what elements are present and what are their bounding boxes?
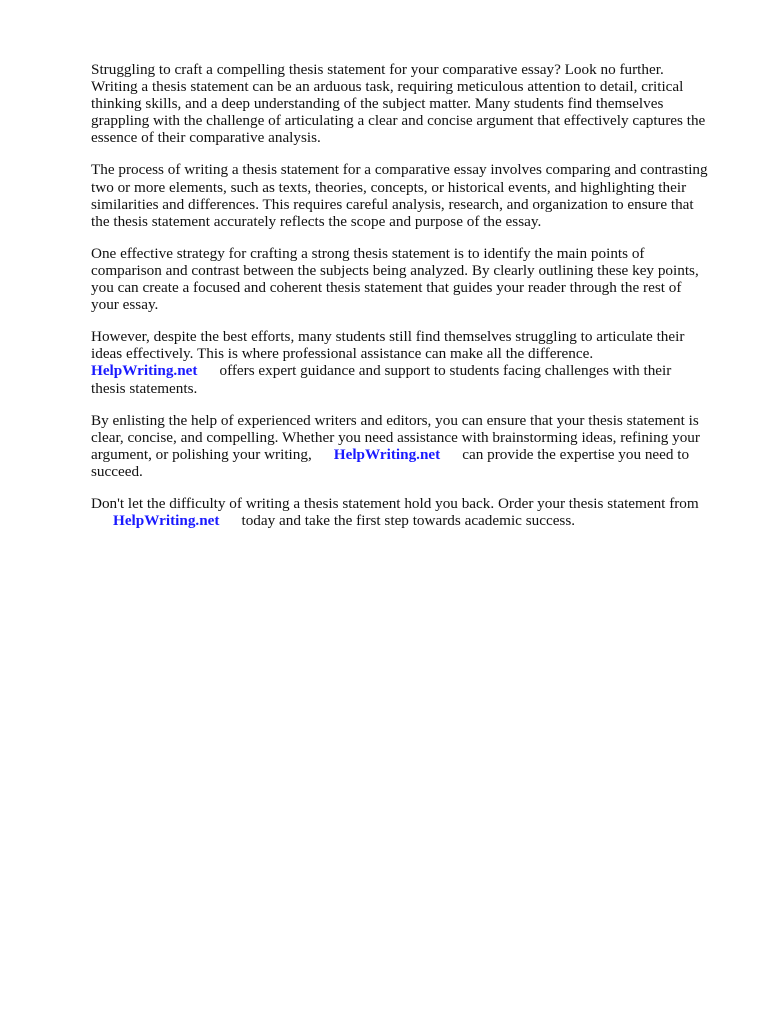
- text-line: grappling with the challenge of articulating a clear and concise argument that effectively captures the: [91, 112, 706, 130]
- paragraph-enlisting: [91, 412, 721, 480]
- text-line: ideas effectively. This is where professional assistance can make all the difference.: [91, 345, 594, 363]
- text-line-with-link: [91, 512, 721, 529]
- text-line: Struggling to craft a compelling thesis statement for your comparative essay? Look no further.: [91, 61, 664, 78]
- text-line: the thesis statement accurately reflects the scope and purpose of the essay.: [91, 212, 542, 230]
- text-fragment: can provide the expertise you need to: [462, 445, 690, 463]
- helpwriting-link[interactable]: HelpWriting.net: [91, 362, 198, 380]
- text-fragment: offers expert guidance and support to students facing challenges with their: [219, 362, 672, 380]
- text-line-with-link: [91, 446, 721, 463]
- text-line: However, despite the best efforts, many students still find themselves struggling to articulate their: [91, 328, 685, 346]
- helpwriting-link[interactable]: HelpWriting.net: [333, 445, 441, 463]
- paragraph-assistance: [91, 328, 721, 396]
- text-line: Writing a thesis statement can be an arduous task, requiring meticulous attention to detail, critical: [91, 78, 684, 96]
- text-line: comparison and contrast between the subjects being analyzed. By clearly outlining these key points,: [91, 261, 699, 279]
- text-line: One effective strategy for crafting a strong thesis statement is to identify the main points of: [91, 244, 645, 262]
- text-line: thesis statements.: [91, 379, 198, 397]
- text-fragment: argument, or polishing your writing,: [91, 445, 312, 463]
- paragraph-process: [91, 161, 721, 229]
- document-body: [91, 61, 721, 544]
- text-line: thinking skills, and a deep understanding of the subject matter. Many students find themselves: [91, 95, 664, 113]
- text-line-with-link: [91, 362, 721, 379]
- text-line: clear, concise, and compelling. Whether you need assistance with brainstorming ideas, refining your: [91, 428, 700, 446]
- text-line: The process of writing a thesis statement for a comparative essay involves comparing and contrasting: [91, 161, 708, 179]
- helpwriting-link[interactable]: HelpWriting.net: [113, 512, 220, 530]
- paragraph-closing: [91, 495, 721, 529]
- text-line: By enlisting the help of experienced writers and editors, you can ensure that your thesis statement is: [91, 411, 699, 429]
- text-line: Don't let the difficulty of writing a thesis statement hold you back. Order your thesis statement from: [91, 494, 699, 512]
- text-line: succeed.: [91, 462, 143, 480]
- text-line: essence of their comparative analysis.: [91, 129, 321, 147]
- paragraph-strategy: [91, 245, 721, 313]
- paragraph-intro: [91, 61, 721, 146]
- text-fragment: today and take the first step towards academic success.: [241, 512, 576, 530]
- text-line: you can create a focused and coherent thesis statement that guides your reader through the rest of: [91, 279, 682, 297]
- text-line: similarities and differences. This requires careful analysis, research, and organization to ensure that: [91, 195, 694, 213]
- text-line: your essay.: [91, 296, 159, 314]
- text-line: two or more elements, such as texts, theories, concepts, or historical events, and highlighting their: [91, 178, 687, 196]
